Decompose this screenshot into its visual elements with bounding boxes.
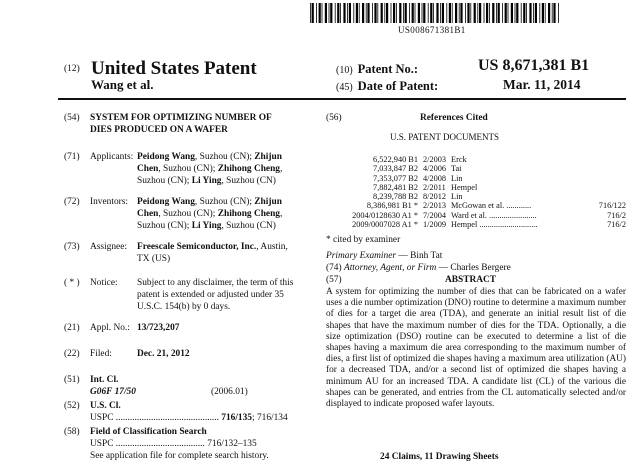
barcode-bar bbox=[353, 3, 354, 23]
barcode-bar bbox=[521, 3, 522, 23]
attorney: (74) Attorney, Agent, or Firm — Charles Bergere bbox=[326, 263, 511, 273]
barcode-bar bbox=[372, 3, 373, 23]
reference-row bbox=[338, 174, 628, 183]
reference-date: 4/2008 bbox=[423, 173, 447, 183]
reference-row bbox=[338, 183, 628, 192]
barcode-bar bbox=[399, 3, 401, 23]
reference-number: 7,353,077 B2 bbox=[373, 173, 418, 183]
barcode-bar bbox=[347, 3, 348, 23]
barcode-bar bbox=[319, 3, 321, 23]
claims-summary: 24 Claims, 11 Drawing Sheets bbox=[380, 452, 499, 462]
reference-name: Hempel bbox=[451, 182, 478, 192]
reference-date: 2/2003 bbox=[423, 155, 447, 164]
reference-date: 7/2004 bbox=[423, 210, 447, 220]
barcode-bar bbox=[423, 3, 425, 23]
refs-subtitle: U.S. PATENT DOCUMENTS bbox=[390, 132, 500, 142]
reference-date: 8/2012 bbox=[423, 192, 447, 202]
abstract-title: ABSTRACT bbox=[445, 275, 497, 285]
reference-name: McGowan et al. ............ bbox=[451, 201, 532, 211]
header-rule bbox=[58, 98, 626, 100]
barcode-bar bbox=[403, 3, 404, 23]
appl-label: Appl. No.: bbox=[90, 323, 130, 333]
barcode-bar bbox=[386, 3, 388, 23]
primary-examiner: Primary Examiner — Binh Tat bbox=[326, 251, 443, 261]
reference-date: 2/2013 bbox=[423, 201, 447, 211]
barcode-bar bbox=[310, 3, 311, 23]
reference-name: Erck bbox=[451, 155, 467, 164]
barcode-bar bbox=[428, 3, 429, 23]
intcl-code: (51) bbox=[64, 375, 80, 385]
reference-class: 716/2 bbox=[607, 220, 626, 230]
barcode-bar bbox=[548, 3, 550, 23]
intcl-label: Int. Cl. bbox=[90, 375, 119, 385]
abstract-text: A system for optimizing the number of dies that can be fabricated on a wafer uses a die number optimization (DNO) routine to determine a maximum number of dies for a target die area (TDA), and generate an initial result list of die shapes that have the maximum number of dies for the TDA. Optionally, a die size optimization (DSO) routine can be executed to determine a list of die shapes having a maximum die area corresponding to the maximum number of dies, a first list of optimized die shapes having a maximum area utilization (AU) for a decreased TDA, and/or a second list of optimized die shapes having a minimum AU for an increased TDA. A candidate list (CL) of the various die shapes can be generated, and entries from the CL automatically selected and/or displayed to indicate proposed wafer layouts. bbox=[326, 287, 626, 410]
barcode-bar bbox=[489, 3, 490, 23]
assignee-code: (73) bbox=[64, 242, 80, 252]
barcode-bar bbox=[335, 3, 336, 23]
barcode-bar bbox=[405, 3, 407, 23]
document-number: US008671381B1 bbox=[398, 25, 466, 35]
uscl-label: U.S. Cl. bbox=[90, 401, 121, 411]
reference-row bbox=[338, 201, 628, 210]
barcode-bar bbox=[449, 3, 451, 23]
cited-note: * cited by examiner bbox=[326, 235, 401, 245]
barcode-bar bbox=[552, 3, 553, 23]
assignee: Freescale Semiconductor, Inc., Austin, TX (US) bbox=[137, 242, 288, 264]
barcode-bar bbox=[459, 3, 460, 23]
barcode-bar bbox=[330, 3, 332, 23]
barcode-bar bbox=[535, 3, 537, 23]
barcode-bar bbox=[542, 3, 544, 23]
reference-date: 1/2009 bbox=[423, 220, 447, 230]
appl-code: (21) bbox=[64, 323, 80, 333]
inventors-label: Inventors: bbox=[90, 197, 129, 207]
field-label: Field of Classification Search bbox=[90, 427, 207, 437]
barcode-bar bbox=[340, 3, 341, 23]
barcode-bar bbox=[384, 3, 385, 23]
barcode-bar bbox=[381, 3, 383, 23]
barcode-bar bbox=[316, 3, 317, 23]
barcode-bar bbox=[436, 3, 438, 23]
field-code: (58) bbox=[64, 427, 80, 437]
abstract-code: (57) bbox=[326, 275, 342, 285]
barcode-bar bbox=[362, 3, 364, 23]
barcode-bar bbox=[359, 3, 360, 23]
reference-name: Ward et al. ....................... bbox=[451, 210, 537, 220]
barcode-bar bbox=[367, 3, 369, 23]
intcl-class: G06F 17/50 bbox=[90, 387, 136, 397]
assignee-label: Assignee: bbox=[90, 242, 127, 252]
reference-number: 2004/0128630 A1 * bbox=[352, 210, 418, 220]
references-table bbox=[338, 155, 628, 229]
patent-type-title: United States Patent bbox=[91, 58, 257, 79]
appl-number: 13/723,207 bbox=[137, 323, 180, 333]
barcode-bar bbox=[409, 3, 410, 23]
barcode-bar bbox=[349, 3, 351, 23]
reference-number: 6,522,940 B1 bbox=[373, 155, 418, 164]
applicants: Peidong Wang, Suzhou (CN); Zhijun Chen, Suzhou (CN); Zhihong Cheng, Suzhou (CN); Li Ying, Suzhou (CN) bbox=[137, 152, 283, 186]
uscl-value: USPC ............................................ 716/135; 716/134 bbox=[90, 413, 288, 423]
barcode-bar bbox=[477, 3, 478, 23]
field-uspc: USPC ...................................... 716/132–135 bbox=[90, 439, 257, 449]
barcode-bar bbox=[465, 3, 466, 23]
barcode-bar bbox=[455, 3, 457, 23]
inventors-code: (72) bbox=[64, 197, 80, 207]
barcode-bar bbox=[433, 3, 434, 23]
barcode-bar bbox=[422, 3, 423, 23]
barcode-bar bbox=[511, 3, 513, 23]
barcode-bar bbox=[329, 3, 330, 23]
reference-row bbox=[338, 211, 628, 220]
date-of-patent: Mar. 11, 2014 bbox=[503, 77, 581, 92]
filed-date: Dec. 21, 2012 bbox=[137, 349, 190, 359]
barcode-bar bbox=[325, 3, 327, 23]
patent-number: US 8,671,381 B1 bbox=[478, 57, 590, 74]
title-section: (54) bbox=[64, 113, 80, 123]
barcode-bar bbox=[529, 3, 531, 23]
code-12: (12) bbox=[64, 64, 80, 74]
barcode-bar bbox=[484, 3, 485, 23]
barcode-bar bbox=[553, 3, 555, 23]
barcode-bar bbox=[498, 3, 500, 23]
barcode-bar bbox=[486, 3, 488, 23]
inventors: Peidong Wang, Suzhou (CN); Zhijun Chen, Suzhou (CN); Zhihong Cheng, Suzhou (CN); Li Ying, Suzhou (CN) bbox=[137, 197, 283, 231]
reference-number: 8,386,981 B1 * bbox=[366, 201, 418, 211]
barcode-bar bbox=[442, 3, 444, 23]
barcode-bar bbox=[430, 3, 432, 23]
barcode-bar bbox=[516, 3, 518, 23]
barcode-bar bbox=[440, 3, 441, 23]
barcode bbox=[310, 3, 560, 23]
barcode-bar bbox=[526, 3, 527, 23]
reference-date: 4/2006 bbox=[423, 164, 447, 174]
reference-row bbox=[338, 220, 628, 229]
barcode-bar bbox=[322, 3, 323, 23]
notice-label: Notice: bbox=[90, 278, 118, 288]
barcode-bar bbox=[479, 3, 481, 23]
barcode-bar bbox=[391, 3, 392, 23]
barcode-bar bbox=[460, 3, 462, 23]
date-of-patent-label: (45) Date of Patent: bbox=[336, 79, 439, 93]
reference-date: 2/2011 bbox=[423, 182, 446, 192]
refs-title: References Cited bbox=[420, 113, 488, 123]
barcode-bar bbox=[366, 3, 367, 23]
barcode-bar bbox=[446, 3, 447, 23]
uscl-code: (52) bbox=[64, 401, 80, 411]
reference-name: Lin bbox=[451, 192, 463, 202]
reference-number: 2009/0007028 A1 * bbox=[352, 220, 418, 230]
barcode-bar bbox=[545, 3, 546, 23]
barcode-bar bbox=[337, 3, 339, 23]
barcode-bar bbox=[393, 3, 395, 23]
reference-row bbox=[338, 164, 628, 173]
barcode-bar bbox=[558, 3, 559, 23]
barcode-bar bbox=[492, 3, 494, 23]
barcode-bar bbox=[343, 3, 345, 23]
invention-title: SYSTEM FOR OPTIMIZING NUMBER OF DIES PRODUCED ON A WAFER bbox=[90, 113, 272, 135]
intcl-year: (2006.01) bbox=[211, 387, 248, 397]
barcode-bar bbox=[508, 3, 509, 23]
reference-row bbox=[338, 155, 628, 164]
barcode-bar bbox=[523, 3, 525, 23]
reference-name: Tai bbox=[451, 164, 462, 174]
notice-code: ( * ) bbox=[64, 278, 80, 288]
barcode-bar bbox=[505, 3, 507, 23]
filed-label: Filed: bbox=[90, 349, 112, 359]
reference-class: 716/122 bbox=[598, 201, 626, 211]
barcode-bar bbox=[452, 3, 453, 23]
filed-code: (22) bbox=[64, 349, 80, 359]
barcode-bar bbox=[396, 3, 397, 23]
reference-class: 716/2 bbox=[607, 210, 626, 220]
barcode-bar bbox=[474, 3, 476, 23]
refs-code: (56) bbox=[326, 113, 342, 123]
barcode-bar bbox=[470, 3, 471, 23]
reference-name: Lin bbox=[451, 173, 463, 183]
barcode-bar bbox=[312, 3, 314, 23]
barcode-bar bbox=[415, 3, 416, 23]
first-inventor: Wang et al. bbox=[91, 77, 154, 92]
barcode-bar bbox=[515, 3, 516, 23]
notice-text: Subject to any disclaimer, the term of this patent is extended or adjusted under 35 U.S.C. 154(b) by 0 days. bbox=[137, 278, 294, 312]
barcode-bar bbox=[539, 3, 540, 23]
barcode-bar bbox=[533, 3, 534, 23]
applicants-code: (71) bbox=[64, 152, 80, 162]
barcode-bar bbox=[496, 3, 497, 23]
patent-number-label: (10) Patent No.: bbox=[336, 62, 419, 76]
reference-number: 7,882,481 B2 bbox=[373, 182, 418, 192]
field-note: See application file for complete search history. bbox=[90, 451, 269, 461]
barcode-bar bbox=[467, 3, 469, 23]
applicants-label: Applicants: bbox=[90, 152, 134, 162]
reference-row bbox=[338, 192, 628, 201]
reference-name: Hempel ............................ bbox=[451, 220, 538, 230]
barcode-bar bbox=[356, 3, 358, 23]
barcode-bar bbox=[377, 3, 378, 23]
barcode-bar bbox=[374, 3, 376, 23]
barcode-bar bbox=[418, 3, 420, 23]
barcode-bar bbox=[412, 3, 414, 23]
reference-number: 7,033,847 B2 bbox=[373, 164, 418, 174]
reference-number: 8,239,788 B2 bbox=[373, 192, 418, 202]
barcode-bar bbox=[502, 3, 503, 23]
